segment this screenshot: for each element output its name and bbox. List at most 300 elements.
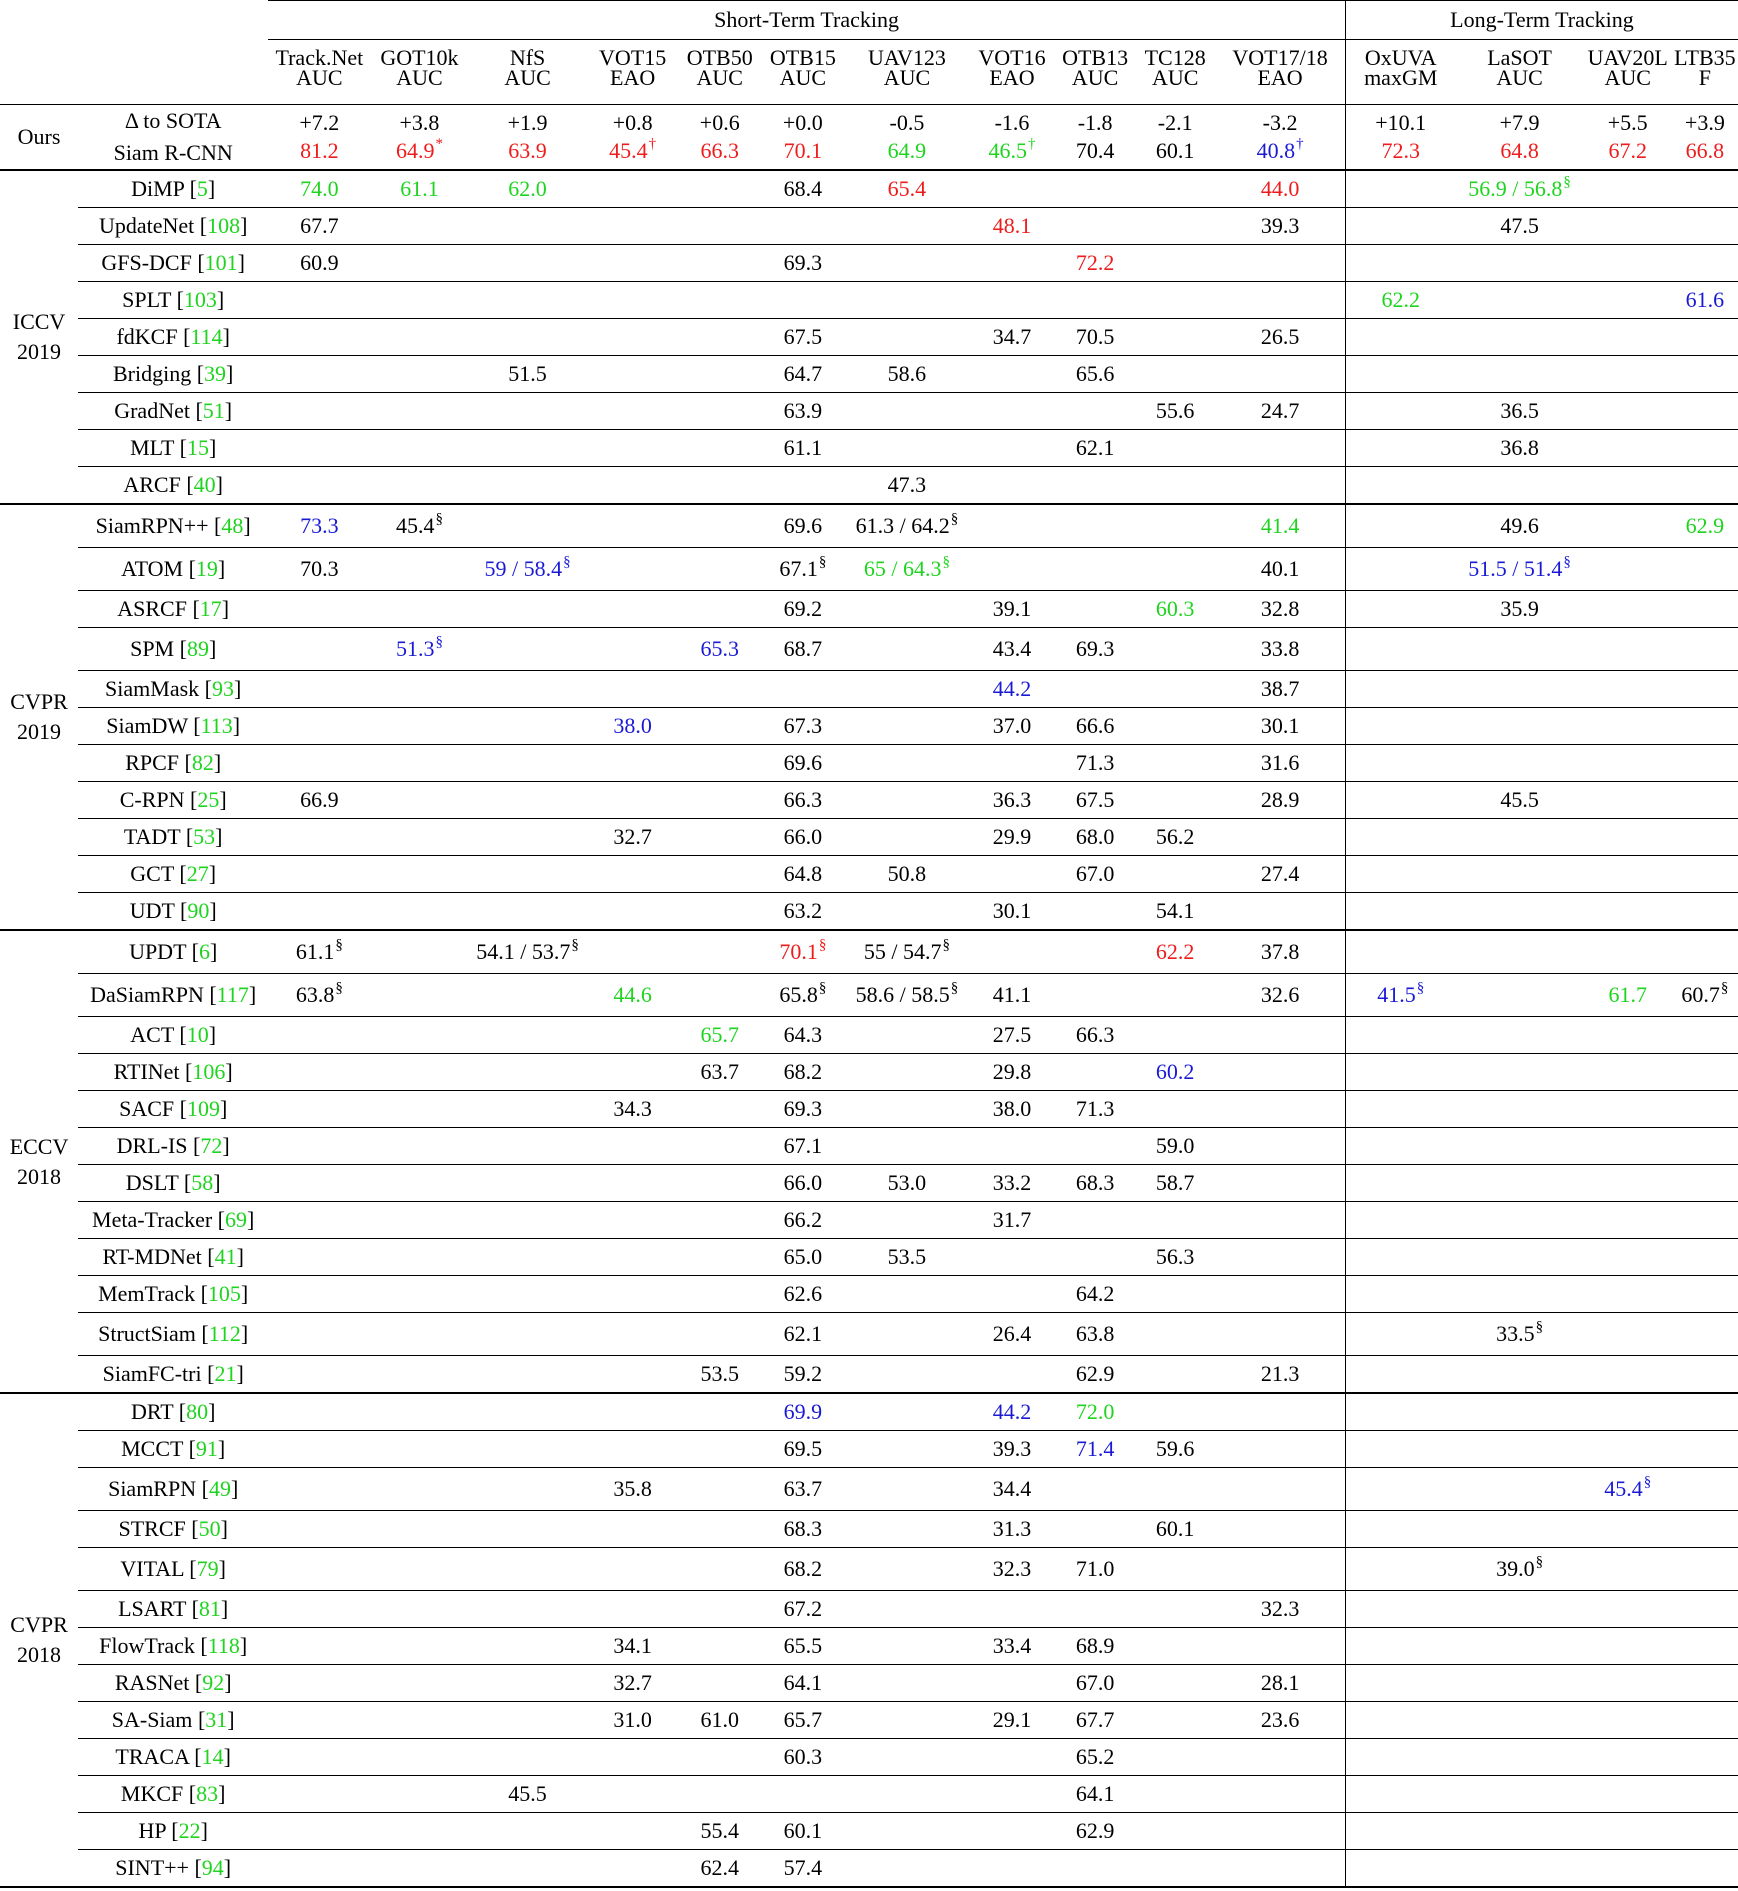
cell-value: 81.2 bbox=[300, 138, 339, 163]
cell-value: 35.9 bbox=[1500, 596, 1539, 621]
value-cell bbox=[679, 1356, 761, 1394]
value-cell bbox=[1055, 591, 1135, 628]
value-cell bbox=[268, 1431, 370, 1468]
table-row bbox=[0, 1431, 1738, 1468]
citation-ref: 27 bbox=[186, 861, 209, 886]
footnote-mark: * bbox=[435, 135, 443, 152]
value-cell bbox=[845, 708, 969, 745]
value-cell bbox=[679, 1313, 761, 1356]
value-cell bbox=[1456, 893, 1584, 931]
cell-value: 71.3 bbox=[1075, 750, 1115, 775]
delta-value: +3.8 bbox=[399, 110, 440, 135]
ref-bracket: ] bbox=[208, 1022, 217, 1047]
value-cell bbox=[587, 1054, 679, 1091]
value-cell bbox=[845, 671, 969, 708]
method-name: FlowTrack bbox=[99, 1633, 195, 1658]
value-cell bbox=[1584, 671, 1672, 708]
value-cell bbox=[1215, 1548, 1345, 1591]
value-cell bbox=[468, 319, 586, 356]
ref-bracket: [ bbox=[196, 1476, 209, 1501]
value-cell bbox=[1055, 1850, 1135, 1888]
value-cell bbox=[1345, 1739, 1455, 1776]
value-cell bbox=[1456, 504, 1584, 548]
cell-value: 65.2 bbox=[1075, 1744, 1115, 1769]
cell-value: 66.2 bbox=[783, 1207, 823, 1232]
value-cell bbox=[370, 548, 468, 591]
value-cell bbox=[268, 1628, 370, 1665]
value-cell bbox=[1215, 1776, 1345, 1813]
value-cell bbox=[587, 1393, 679, 1431]
citation-ref: 31 bbox=[205, 1707, 228, 1732]
value-cell bbox=[969, 671, 1055, 708]
value-cell bbox=[1135, 856, 1215, 893]
value-cell bbox=[679, 1511, 761, 1548]
value-cell bbox=[1135, 1165, 1215, 1202]
citation-ref: 48 bbox=[221, 513, 244, 538]
cell-value: 51.5 bbox=[508, 361, 547, 386]
value-cell bbox=[969, 1813, 1055, 1850]
cell-value: 70.3 bbox=[300, 556, 339, 581]
value-cell bbox=[370, 319, 468, 356]
value-cell bbox=[969, 548, 1055, 591]
cell-value: 63.9 bbox=[783, 398, 823, 423]
value-cell bbox=[1055, 628, 1135, 671]
ref-bracket: ] bbox=[222, 324, 230, 349]
value-cell bbox=[679, 1276, 761, 1313]
method-name-cell bbox=[78, 393, 268, 430]
value-cell bbox=[1672, 1128, 1738, 1165]
value-cell bbox=[1584, 1665, 1672, 1702]
method-name: TADT bbox=[123, 824, 181, 849]
cell-value: 49.6 bbox=[1500, 513, 1539, 538]
value-cell bbox=[1345, 170, 1455, 208]
delta-value: -2.1 bbox=[1157, 110, 1193, 135]
delta-cell bbox=[587, 105, 679, 138]
delta-cell bbox=[845, 105, 969, 138]
value-cell bbox=[468, 1202, 586, 1239]
ref-bracket: ] bbox=[232, 713, 241, 738]
method-name: ATOM bbox=[121, 556, 184, 581]
cell-value: 27.5 bbox=[992, 1022, 1032, 1047]
cell-value: 59.6 bbox=[1155, 1436, 1195, 1461]
method-name: GFS-DCF bbox=[101, 250, 192, 275]
value-cell bbox=[1345, 1665, 1455, 1702]
value-cell bbox=[1135, 1393, 1215, 1431]
cell-value: 60.1 bbox=[783, 1818, 823, 1843]
value-cell bbox=[845, 628, 969, 671]
column-header bbox=[468, 40, 586, 105]
value-cell bbox=[1672, 974, 1738, 1017]
method-name-cell bbox=[78, 1665, 268, 1702]
cell-value: 60.1 bbox=[1155, 1516, 1195, 1541]
value-cell bbox=[969, 1017, 1055, 1054]
value-cell bbox=[268, 1239, 370, 1276]
value-cell bbox=[679, 1591, 761, 1628]
value-cell bbox=[969, 319, 1055, 356]
value-cell bbox=[1584, 319, 1672, 356]
value-cell bbox=[845, 319, 969, 356]
value-cell bbox=[587, 504, 679, 548]
value-cell bbox=[679, 1813, 761, 1850]
cell-value: 62.9 bbox=[1075, 1818, 1115, 1843]
footnote-mark: § bbox=[563, 553, 571, 570]
citation-ref: 19 bbox=[195, 556, 218, 581]
value-cell bbox=[1584, 1356, 1672, 1394]
value-cell bbox=[679, 1431, 761, 1468]
ref-bracket: [ bbox=[180, 824, 194, 849]
value-cell bbox=[1584, 819, 1672, 856]
value-cell bbox=[1456, 856, 1584, 893]
value-cell bbox=[1135, 1591, 1215, 1628]
value-cell bbox=[845, 1431, 969, 1468]
ref-bracket: [ bbox=[184, 176, 197, 201]
table-row bbox=[0, 245, 1738, 282]
ref-bracket: [ bbox=[194, 1633, 208, 1658]
value-cell bbox=[1584, 1468, 1672, 1511]
cell-value: 63.8 bbox=[1075, 1321, 1115, 1346]
value-cell bbox=[761, 356, 845, 393]
venue-label bbox=[0, 170, 78, 504]
cell-value: 70.1 bbox=[783, 138, 823, 163]
cell-value: 68.3 bbox=[1075, 1170, 1115, 1195]
value-cell bbox=[1584, 1313, 1672, 1356]
value-cell bbox=[761, 208, 845, 245]
value-cell bbox=[370, 1548, 468, 1591]
value-cell bbox=[679, 1091, 761, 1128]
cell-value: 62.9 bbox=[1685, 513, 1725, 538]
citation-ref: 112 bbox=[208, 1321, 241, 1346]
cell-value: 69.2 bbox=[783, 596, 823, 621]
value-cell bbox=[761, 1017, 845, 1054]
method-name-cell bbox=[78, 1165, 268, 1202]
header-column-row bbox=[0, 40, 1738, 105]
value-cell bbox=[1345, 319, 1455, 356]
value-cell bbox=[761, 282, 845, 319]
value-cell bbox=[969, 782, 1055, 819]
method-name: SiamRPN bbox=[108, 1476, 197, 1501]
value-cell bbox=[1055, 1468, 1135, 1511]
value-cell bbox=[761, 393, 845, 430]
value-cell bbox=[845, 856, 969, 893]
value-cell bbox=[969, 467, 1055, 505]
value-cell bbox=[1584, 591, 1672, 628]
cell-value: 68.7 bbox=[783, 636, 823, 661]
cell-value: 68.2 bbox=[783, 1556, 823, 1581]
value-cell bbox=[1215, 1091, 1345, 1128]
cell-value: 28.1 bbox=[1260, 1670, 1300, 1695]
value-cell bbox=[370, 1468, 468, 1511]
value-cell bbox=[1215, 1356, 1345, 1394]
value-cell bbox=[1456, 1393, 1584, 1431]
ref-bracket: ] bbox=[240, 1321, 249, 1346]
column-header bbox=[1215, 40, 1345, 105]
value-cell bbox=[268, 708, 370, 745]
value-cell bbox=[1135, 782, 1215, 819]
value-cell bbox=[1345, 930, 1455, 974]
cell-value: 69.3 bbox=[1075, 636, 1115, 661]
value-cell bbox=[268, 1356, 370, 1394]
value-cell bbox=[1135, 393, 1215, 430]
value-cell bbox=[969, 628, 1055, 671]
value-cell bbox=[1345, 745, 1455, 782]
delta-value: -3.2 bbox=[1262, 110, 1298, 135]
value-cell bbox=[370, 708, 468, 745]
value-cell bbox=[679, 708, 761, 745]
value-cell bbox=[1456, 819, 1584, 856]
value-cell bbox=[268, 245, 370, 282]
cell-value: 65.7 bbox=[700, 1022, 739, 1047]
column-name: VOT15 bbox=[599, 45, 667, 70]
value-cell bbox=[1215, 467, 1345, 505]
cell-value: 45.4 bbox=[609, 138, 648, 163]
value-cell bbox=[679, 245, 761, 282]
column-name: LTB35 bbox=[1674, 45, 1736, 70]
value-cell bbox=[761, 1468, 845, 1511]
value-cell bbox=[468, 1356, 586, 1394]
citation-ref: 103 bbox=[183, 287, 217, 312]
method-name: SA-Siam bbox=[111, 1707, 193, 1732]
value-cell bbox=[1345, 819, 1455, 856]
value-cell bbox=[1345, 1591, 1455, 1628]
ref-bracket: [ bbox=[183, 556, 196, 581]
value-cell bbox=[1135, 591, 1215, 628]
cell-value: 39.3 bbox=[992, 1436, 1032, 1461]
value-cell bbox=[587, 1239, 679, 1276]
value-cell bbox=[370, 245, 468, 282]
ref-bracket: ] bbox=[225, 1059, 233, 1084]
ref-bracket: [ bbox=[180, 472, 194, 497]
value-cell bbox=[587, 1850, 679, 1888]
cell-value: 44.6 bbox=[613, 982, 652, 1007]
value-cell bbox=[845, 1850, 969, 1888]
value-cell bbox=[370, 856, 468, 893]
value-cell bbox=[1055, 930, 1135, 974]
value-cell bbox=[1135, 1665, 1215, 1702]
ours-cell bbox=[1345, 137, 1455, 170]
ref-bracket: ] bbox=[222, 1133, 230, 1158]
value-cell bbox=[1055, 1239, 1135, 1276]
table-row bbox=[0, 1665, 1738, 1702]
value-cell bbox=[1135, 1628, 1215, 1665]
cell-value: 61.1 bbox=[295, 939, 335, 964]
cell-value: 55.4 bbox=[700, 1818, 739, 1843]
value-cell bbox=[370, 356, 468, 393]
column-metric: AUC bbox=[504, 65, 551, 90]
value-cell bbox=[679, 591, 761, 628]
value-cell bbox=[1055, 1431, 1135, 1468]
value-cell bbox=[370, 819, 468, 856]
value-cell bbox=[1345, 974, 1455, 1017]
column-metric: AUC bbox=[1496, 65, 1543, 90]
value-cell bbox=[845, 467, 969, 505]
cell-value: 72.2 bbox=[1075, 250, 1115, 275]
value-cell bbox=[370, 893, 468, 931]
cell-value: 60.7 bbox=[1681, 982, 1720, 1007]
citation-ref: 58 bbox=[191, 1170, 214, 1195]
value-cell bbox=[1135, 930, 1215, 974]
value-cell bbox=[1672, 1276, 1738, 1313]
cell-value: 65.0 bbox=[783, 1244, 823, 1269]
value-cell bbox=[969, 1468, 1055, 1511]
value-cell bbox=[370, 1850, 468, 1888]
value-cell bbox=[370, 1702, 468, 1739]
cell-value: 36.5 bbox=[1500, 398, 1539, 423]
value-cell bbox=[1584, 893, 1672, 931]
value-cell bbox=[1456, 245, 1584, 282]
method-name-cell bbox=[78, 745, 268, 782]
value-cell bbox=[370, 1431, 468, 1468]
table-row bbox=[0, 1313, 1738, 1356]
column-metric: EAO bbox=[610, 65, 656, 90]
value-cell bbox=[1345, 628, 1455, 671]
ref-bracket: ] bbox=[236, 1361, 244, 1386]
ref-bracket: [ bbox=[174, 898, 188, 923]
cell-value: 57.4 bbox=[783, 1855, 823, 1880]
footnote-mark: § bbox=[950, 510, 959, 527]
value-cell bbox=[1456, 1202, 1584, 1239]
column-header bbox=[679, 40, 761, 105]
value-cell bbox=[845, 1702, 969, 1739]
value-cell bbox=[845, 430, 969, 467]
value-cell bbox=[1345, 1165, 1455, 1202]
column-metric: AUC bbox=[396, 65, 443, 90]
method-name: UpdateNet bbox=[98, 213, 195, 238]
value-cell bbox=[1345, 393, 1455, 430]
value-cell bbox=[1215, 1591, 1345, 1628]
value-cell bbox=[761, 745, 845, 782]
table-row bbox=[0, 1548, 1738, 1591]
value-cell bbox=[761, 1628, 845, 1665]
value-cell bbox=[679, 1202, 761, 1239]
value-cell bbox=[1135, 1356, 1215, 1394]
value-cell bbox=[1215, 856, 1345, 893]
value-cell bbox=[1135, 430, 1215, 467]
ref-bracket: [ bbox=[195, 1321, 209, 1346]
value-cell bbox=[1584, 1202, 1672, 1239]
value-cell bbox=[468, 1128, 586, 1165]
cell-value: 60.1 bbox=[1155, 138, 1195, 163]
value-cell bbox=[1672, 548, 1738, 591]
value-cell bbox=[1584, 356, 1672, 393]
value-cell bbox=[1055, 1091, 1135, 1128]
table-row bbox=[0, 356, 1738, 393]
value-cell bbox=[1584, 170, 1672, 208]
method-name: STRCF bbox=[118, 1516, 186, 1541]
value-cell bbox=[370, 1511, 468, 1548]
value-cell bbox=[845, 1202, 969, 1239]
table-row bbox=[0, 1202, 1738, 1239]
ref-bracket: [ bbox=[203, 982, 217, 1007]
value-cell bbox=[1456, 1665, 1584, 1702]
value-cell bbox=[1055, 1017, 1135, 1054]
value-cell bbox=[1345, 1431, 1455, 1468]
method-name: SPM bbox=[130, 636, 175, 661]
cell-value: 53.5 bbox=[700, 1361, 739, 1386]
value-cell bbox=[761, 170, 845, 208]
delta-cell bbox=[1055, 105, 1135, 138]
method-name: SiamDW bbox=[106, 713, 188, 738]
value-cell bbox=[969, 393, 1055, 430]
cell-value: 44.2 bbox=[992, 1399, 1032, 1424]
value-cell bbox=[587, 1431, 679, 1468]
value-cell bbox=[1135, 1276, 1215, 1313]
value-cell bbox=[969, 893, 1055, 931]
value-cell bbox=[969, 745, 1055, 782]
value-cell bbox=[1672, 504, 1738, 548]
footnote-mark: § bbox=[335, 979, 343, 996]
ours-label: Ours bbox=[17, 124, 61, 149]
value-cell bbox=[845, 782, 969, 819]
column-metric: AUC bbox=[696, 65, 743, 90]
cell-value: 44.0 bbox=[1260, 176, 1300, 201]
cell-value: 32.7 bbox=[613, 1670, 652, 1695]
value-cell bbox=[1055, 1356, 1135, 1394]
method-name: DSLT bbox=[125, 1170, 179, 1195]
value-cell bbox=[1672, 745, 1738, 782]
method-name-cell bbox=[78, 1431, 268, 1468]
value-cell bbox=[1215, 782, 1345, 819]
method-name-cell bbox=[78, 282, 268, 319]
value-cell bbox=[1584, 930, 1672, 974]
value-cell bbox=[1456, 1431, 1584, 1468]
table-row bbox=[0, 782, 1738, 819]
method-name-cell bbox=[78, 974, 268, 1017]
cell-value: 21.3 bbox=[1260, 1361, 1300, 1386]
value-cell bbox=[1135, 282, 1215, 319]
table-row bbox=[0, 708, 1738, 745]
value-cell bbox=[587, 1128, 679, 1165]
value-cell bbox=[268, 893, 370, 931]
value-cell bbox=[1215, 745, 1345, 782]
value-cell bbox=[1135, 1511, 1215, 1548]
value-cell bbox=[1672, 1091, 1738, 1128]
value-cell bbox=[845, 1276, 969, 1313]
ref-bracket: [ bbox=[173, 1022, 187, 1047]
ref-bracket: ] bbox=[219, 787, 227, 812]
value-cell bbox=[1215, 1431, 1345, 1468]
ref-bracket: [ bbox=[189, 1670, 203, 1695]
table-row bbox=[0, 1128, 1738, 1165]
ours-cell bbox=[679, 137, 761, 170]
value-cell bbox=[1345, 1356, 1455, 1394]
cell-value: 60.9 bbox=[300, 250, 339, 275]
value-cell bbox=[468, 1665, 586, 1702]
citation-ref: 82 bbox=[191, 750, 214, 775]
value-cell bbox=[1215, 319, 1345, 356]
value-cell bbox=[1135, 504, 1215, 548]
method-name-cell bbox=[78, 708, 268, 745]
value-cell bbox=[468, 1548, 586, 1591]
cell-value: 26.4 bbox=[992, 1321, 1032, 1346]
cell-value: 64.8 bbox=[783, 861, 823, 886]
value-cell bbox=[1215, 1393, 1345, 1431]
value-cell bbox=[468, 628, 586, 671]
ref-bracket: ] bbox=[248, 982, 257, 1007]
value-cell bbox=[969, 930, 1055, 974]
cell-value: 23.6 bbox=[1260, 1707, 1300, 1732]
value-cell bbox=[1456, 671, 1584, 708]
delta-cell bbox=[370, 105, 468, 138]
value-cell bbox=[761, 1850, 845, 1888]
cell-value: 62.9 bbox=[1075, 1361, 1115, 1386]
ref-bracket: ] bbox=[220, 1596, 229, 1621]
value-cell bbox=[587, 893, 679, 931]
cell-value: 66.8 bbox=[1685, 138, 1725, 163]
cell-value: 66.9 bbox=[300, 787, 339, 812]
ref-bracket: [ bbox=[188, 1744, 202, 1769]
value-cell bbox=[1456, 1313, 1584, 1356]
citation-ref: 118 bbox=[207, 1633, 240, 1658]
